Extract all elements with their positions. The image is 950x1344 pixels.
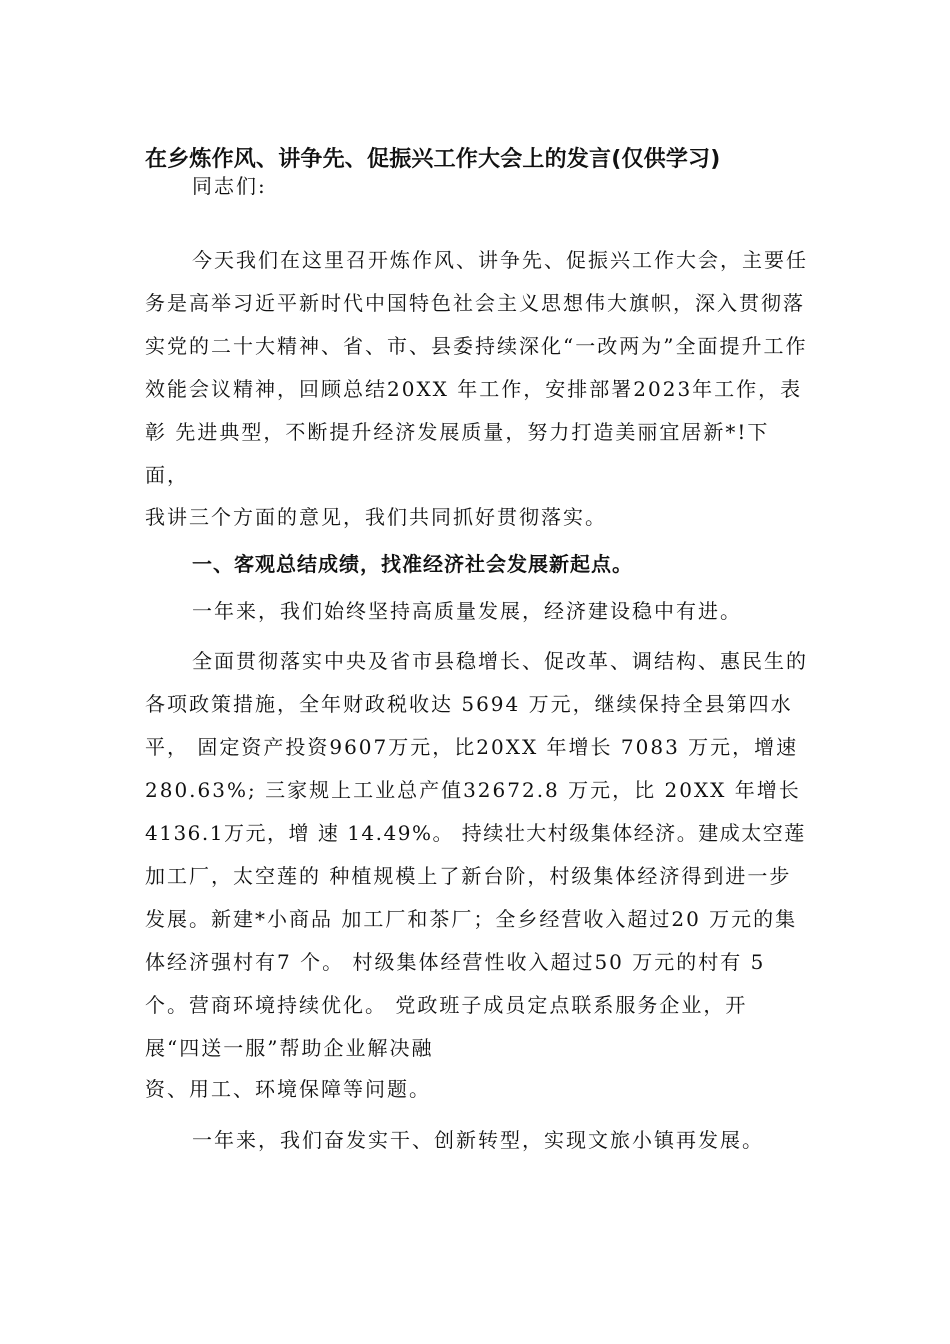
paragraph-line: 今天我们在这里召开炼作风、讲争先、促振兴工作大会，主要任 xyxy=(192,248,808,272)
paragraph-line: 面， xyxy=(145,463,189,487)
paragraph-line: 展“四送一服”帮助企业解决融 xyxy=(145,1036,434,1060)
paragraph-line: 一年来，我们始终坚持高质量发展，经济建设稳中有进。 xyxy=(192,599,742,623)
paragraph-line: 个。营商环境持续优化。 党政班子成员定点联系服务企业，开 xyxy=(145,993,748,1017)
paragraph-line: 全面贯彻落实中央及省市县稳增长、促改革、调结构、惠民生的 xyxy=(192,649,808,673)
document-title: 在乡炼作风、讲争先、促振兴工作大会上的发言(仅供学习) xyxy=(145,147,721,172)
paragraph-line: 280.63%; 三家规上工业总产值32672.8 万元，比 20XX 年增长 xyxy=(145,778,801,802)
paragraph-line: 加工厂，太空莲的 种植规模上了新台阶，村级集体经济得到进一步 xyxy=(145,864,792,888)
paragraph-line: 彰 先进典型，不断提升经济发展质量，努力打造美丽宜居新*!下 xyxy=(145,420,770,444)
paragraph-line: 务是高举习近平新时代中国特色社会主义思想伟大旗帜，深入贯彻落 xyxy=(145,291,805,315)
paragraph-line: 平， 固定资产投资9607万元，比20XX 年增长 7083 万元，增速 xyxy=(145,735,799,759)
paragraph-line: 各项政策措施，全年财政税收达 5694 万元，继续保持全县第四水 xyxy=(145,692,793,716)
paragraph-line: 一年来，我们奋发实干、创新转型，实现文旅小镇再发展。 xyxy=(192,1128,764,1152)
paragraph-line: 资、用工、环境保障等问题。 xyxy=(145,1077,431,1101)
paragraph-line: 实党的二十大精神、省、市、县委持续深化“一改两为”全面提升工作 xyxy=(145,334,808,358)
paragraph-line: 发展。新建*小商品 加工厂和茶厂；全乡经营收入超过20 万元的集 xyxy=(145,907,798,931)
paragraph-line: 效能会议精神，回顾总结20XX 年工作，安排部署2023年工作，表 xyxy=(145,377,803,401)
paragraph-line: 体经济强村有7 个。 村级集体经营性收入超过50 万元的村有 5 xyxy=(145,950,766,974)
paragraph-line: 我讲三个方面的意见，我们共同抓好贯彻落实。 xyxy=(145,505,607,529)
salutation: 同志们: xyxy=(192,174,267,198)
section-heading: 一、客观总结成绩，找准经济社会发展新起点。 xyxy=(192,552,633,576)
paragraph-line: 4136.1万元，增 速 14.49%。 持续壮大村级集体经济。建成太空莲 xyxy=(145,821,806,845)
